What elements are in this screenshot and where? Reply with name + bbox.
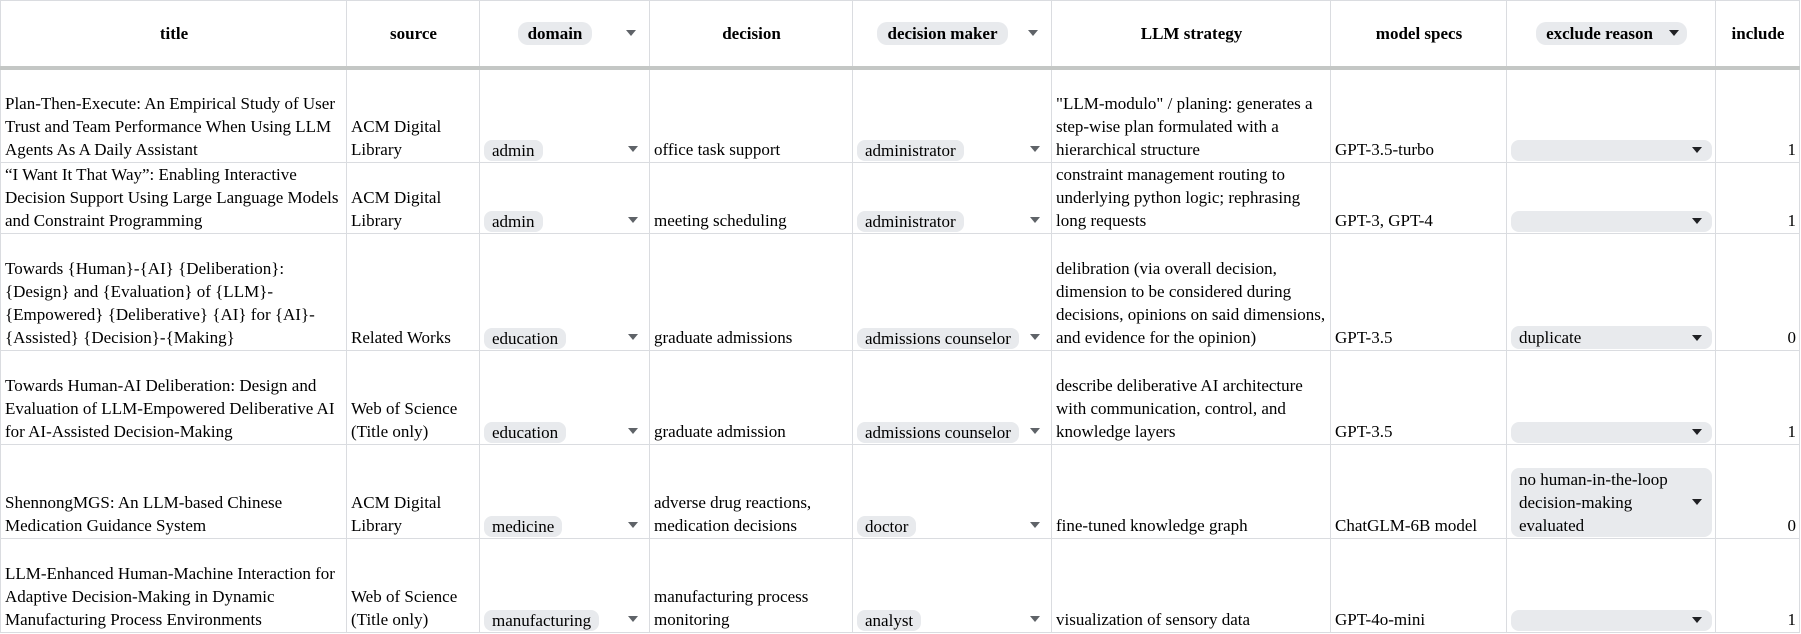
model-specs-cell[interactable]: ChatGLM-6B model	[1331, 444, 1507, 538]
header-domain[interactable]	[480, 1, 650, 69]
exclude-reason-dropdown[interactable]	[1511, 140, 1712, 161]
decision-maker-dropdown[interactable]	[857, 140, 1048, 161]
header-decision-label: decision	[722, 23, 781, 43]
decision-cell[interactable]: office task support	[650, 68, 853, 162]
decision-maker-dropdown[interactable]	[857, 610, 1048, 631]
chevron-down-icon[interactable]	[628, 616, 638, 622]
chevron-down-icon[interactable]	[628, 428, 638, 434]
title-cell[interactable]: Plan-Then-Execute: An Empirical Study of User Trust and Team Performance When Using LLM Agents As A Daily Assistant	[1, 68, 347, 162]
chevron-down-icon[interactable]	[628, 522, 638, 528]
domain-dropdown[interactable]	[484, 328, 646, 349]
header-decision[interactable]	[650, 1, 853, 69]
source-cell[interactable]: ACM Digital Library	[347, 68, 480, 162]
domain-chip: manufacturing	[484, 610, 599, 631]
include-cell[interactable]: 1	[1716, 350, 1800, 444]
chevron-down-icon[interactable]	[626, 30, 636, 36]
header-row	[1, 1, 1800, 69]
decision-maker-dropdown[interactable]	[857, 516, 1048, 537]
domain-cell[interactable]	[480, 68, 650, 162]
table-row	[1, 444, 1800, 538]
domain-cell[interactable]	[480, 538, 650, 632]
domain-cell[interactable]	[480, 233, 650, 350]
decision-maker-cell[interactable]	[853, 350, 1052, 444]
header-include-label: include	[1731, 23, 1785, 43]
decision-cell[interactable]: adverse drug reactions, medication decisions	[650, 444, 853, 538]
header-title[interactable]	[1, 1, 347, 69]
decision-maker-chip: administrator	[857, 211, 964, 232]
exclude-reason-chip: no human-in-the-loop decision-making evaluated	[1511, 468, 1712, 537]
chevron-down-icon[interactable]	[1030, 217, 1040, 223]
header-title-label: title	[159, 23, 189, 43]
exclude-reason-cell[interactable]	[1507, 233, 1716, 350]
decision-maker-chip: analyst	[857, 610, 921, 631]
source-cell[interactable]: ACM Digital Library	[347, 162, 480, 233]
include-cell[interactable]: 1	[1716, 68, 1800, 162]
decision-cell[interactable]: graduate admission	[650, 350, 853, 444]
header-domain-label: domain	[518, 22, 593, 45]
header-model-specs-label: model specs	[1375, 23, 1463, 43]
llm-strategy-cell[interactable]: fine-tuned knowledge graph	[1052, 444, 1331, 538]
source-cell[interactable]: Web of Science (Title only)	[347, 350, 480, 444]
table-row	[1, 68, 1800, 162]
title-cell[interactable]: Towards Human-AI Deliberation: Design and Evaluation of LLM-Empowered Deliberative AI for AI-Assisted Decision-Making	[1, 350, 347, 444]
chevron-down-icon[interactable]	[628, 146, 638, 152]
model-specs-cell[interactable]: GPT-3.5	[1331, 233, 1507, 350]
chevron-down-icon[interactable]	[1030, 522, 1040, 528]
llm-strategy-cell[interactable]: delibration (via overall decision, dimension to be considered during decisions, opinions on said dimensions, and evidence for the opinion)	[1052, 233, 1331, 350]
exclude-reason-chip	[1511, 610, 1712, 631]
table-row	[1, 538, 1800, 632]
domain-filter-dropdown[interactable]	[484, 22, 646, 45]
decision-maker-dropdown[interactable]	[857, 211, 1048, 232]
header-llm-strategy-label: LLM strategy	[1140, 23, 1243, 43]
llm-strategy-cell[interactable]: "LLM-modulo" / planing: generates a step-wise plan formulated with a hierarchical structure	[1052, 68, 1331, 162]
domain-chip: education	[484, 328, 566, 349]
title-cell[interactable]: Towards {Human}-{AI} {Deliberation}: {Design} and {Evaluation} of {LLM}-{Empowered} {Deliberative} {AI} for {AI}-{Assisted} {Decision}-{Making}	[1, 233, 347, 350]
model-specs-cell[interactable]: GPT-4o-mini	[1331, 538, 1507, 632]
chevron-down-icon[interactable]	[1030, 146, 1040, 152]
model-specs-cell[interactable]: GPT-3, GPT-4	[1331, 162, 1507, 233]
llm-strategy-cell[interactable]: constraint management routing to underlying python logic; rephrasing long requests	[1052, 162, 1331, 233]
table-row	[1, 233, 1800, 350]
header-source-label: source	[390, 23, 437, 43]
decision-maker-cell[interactable]	[853, 444, 1052, 538]
domain-cell[interactable]	[480, 444, 650, 538]
chevron-down-icon[interactable]	[628, 334, 638, 340]
decision-cell[interactable]: meeting scheduling	[650, 162, 853, 233]
header-exclude-reason-chip[interactable]	[1536, 22, 1687, 45]
header-exclude-reason-label: exclude reason	[1546, 23, 1653, 43]
exclude-reason-chip	[1511, 140, 1712, 161]
chevron-down-icon[interactable]	[1692, 218, 1702, 224]
title-cell[interactable]: ShennongMGS: An LLM-based Chinese Medication Guidance System	[1, 444, 347, 538]
chevron-down-icon[interactable]	[1028, 30, 1038, 36]
decision-maker-chip: admissions counselor	[857, 328, 1019, 349]
decision-maker-cell[interactable]	[853, 538, 1052, 632]
source-cell[interactable]: Web of Science (Title only)	[347, 538, 480, 632]
header-model-specs[interactable]	[1331, 1, 1507, 69]
exclude-reason-dropdown[interactable]	[1511, 422, 1712, 443]
header-include[interactable]	[1716, 1, 1800, 69]
exclude-reason-cell[interactable]	[1507, 444, 1716, 538]
model-specs-cell[interactable]: GPT-3.5-turbo	[1331, 68, 1507, 162]
domain-chip: admin	[484, 211, 543, 232]
chevron-down-icon[interactable]	[1692, 429, 1702, 435]
chevron-down-icon[interactable]	[1692, 617, 1702, 623]
decision-maker-chip: administrator	[857, 140, 964, 161]
domain-dropdown[interactable]	[484, 422, 646, 443]
exclude-reason-cell[interactable]	[1507, 538, 1716, 632]
chevron-down-icon[interactable]	[1692, 499, 1702, 505]
source-cell[interactable]: ACM Digital Library	[347, 444, 480, 538]
decision-cell[interactable]: graduate admissions	[650, 233, 853, 350]
domain-cell[interactable]	[480, 350, 650, 444]
decision-maker-dropdown[interactable]	[857, 328, 1048, 349]
domain-dropdown[interactable]	[484, 516, 646, 537]
domain-cell[interactable]	[480, 162, 650, 233]
exclude-reason-cell[interactable]	[1507, 68, 1716, 162]
exclude-reason-cell[interactable]	[1507, 350, 1716, 444]
header-llm-strategy[interactable]	[1052, 1, 1331, 69]
llm-strategy-cell[interactable]: visualization of sensory data	[1052, 538, 1331, 632]
exclude-reason-cell[interactable]	[1507, 162, 1716, 233]
domain-chip: education	[484, 422, 566, 443]
exclude-reason-chip	[1511, 422, 1712, 443]
exclude-reason-chip: duplicate	[1511, 326, 1712, 349]
domain-chip: admin	[484, 140, 543, 161]
decision-maker-cell[interactable]	[853, 68, 1052, 162]
source-cell[interactable]: Related Works	[347, 233, 480, 350]
chevron-down-icon[interactable]	[1030, 334, 1040, 340]
include-cell[interactable]: 0	[1716, 444, 1800, 538]
domain-dropdown[interactable]	[484, 211, 646, 232]
model-specs-cell[interactable]: GPT-3.5	[1331, 350, 1507, 444]
header-decision-maker[interactable]	[853, 1, 1052, 69]
exclude-reason-dropdown[interactable]	[1511, 610, 1712, 631]
header-source[interactable]	[347, 1, 480, 69]
exclude-reason-dropdown[interactable]	[1511, 326, 1712, 349]
exclude-reason-chip	[1511, 211, 1712, 232]
chevron-down-icon[interactable]	[1030, 616, 1040, 622]
decision-maker-dropdown[interactable]	[857, 422, 1048, 443]
decision-maker-chip: admissions counselor	[857, 422, 1019, 443]
chevron-down-icon[interactable]	[1669, 30, 1679, 36]
include-cell[interactable]: 0	[1716, 233, 1800, 350]
decision-cell[interactable]: manufacturing process monitoring	[650, 538, 853, 632]
table-row	[1, 350, 1800, 444]
domain-dropdown[interactable]	[484, 140, 646, 161]
decision-maker-cell[interactable]	[853, 233, 1052, 350]
table-row	[1, 162, 1800, 233]
chevron-down-icon[interactable]	[1692, 335, 1702, 341]
chevron-down-icon[interactable]	[628, 217, 638, 223]
decision-maker-cell[interactable]	[853, 162, 1052, 233]
chevron-down-icon[interactable]	[1030, 428, 1040, 434]
domain-dropdown[interactable]	[484, 610, 646, 631]
title-cell[interactable]: “I Want It That Way”: Enabling Interactive Decision Support Using Large Language Models and Constraint Programming	[1, 162, 347, 233]
exclude-reason-dropdown[interactable]	[1511, 468, 1712, 537]
llm-strategy-cell[interactable]: describe deliberative AI architecture with communication, control, and knowledge layers	[1052, 350, 1331, 444]
decision-maker-chip: doctor	[857, 516, 916, 537]
header-decision-maker-label: decision maker	[877, 22, 1007, 45]
include-cell[interactable]: 1	[1716, 538, 1800, 632]
header-exclude-reason[interactable]	[1507, 1, 1716, 69]
chevron-down-icon[interactable]	[1692, 147, 1702, 153]
title-cell[interactable]: LLM-Enhanced Human-Machine Interaction for Adaptive Decision-Making in Dynamic Manufacturing Process Environments	[1, 538, 347, 632]
include-cell[interactable]: 1	[1716, 162, 1800, 233]
exclude-reason-filter-dropdown[interactable]	[1511, 22, 1712, 45]
domain-chip: medicine	[484, 516, 562, 537]
decision-maker-filter-dropdown[interactable]	[857, 22, 1048, 45]
exclude-reason-dropdown[interactable]	[1511, 211, 1712, 232]
